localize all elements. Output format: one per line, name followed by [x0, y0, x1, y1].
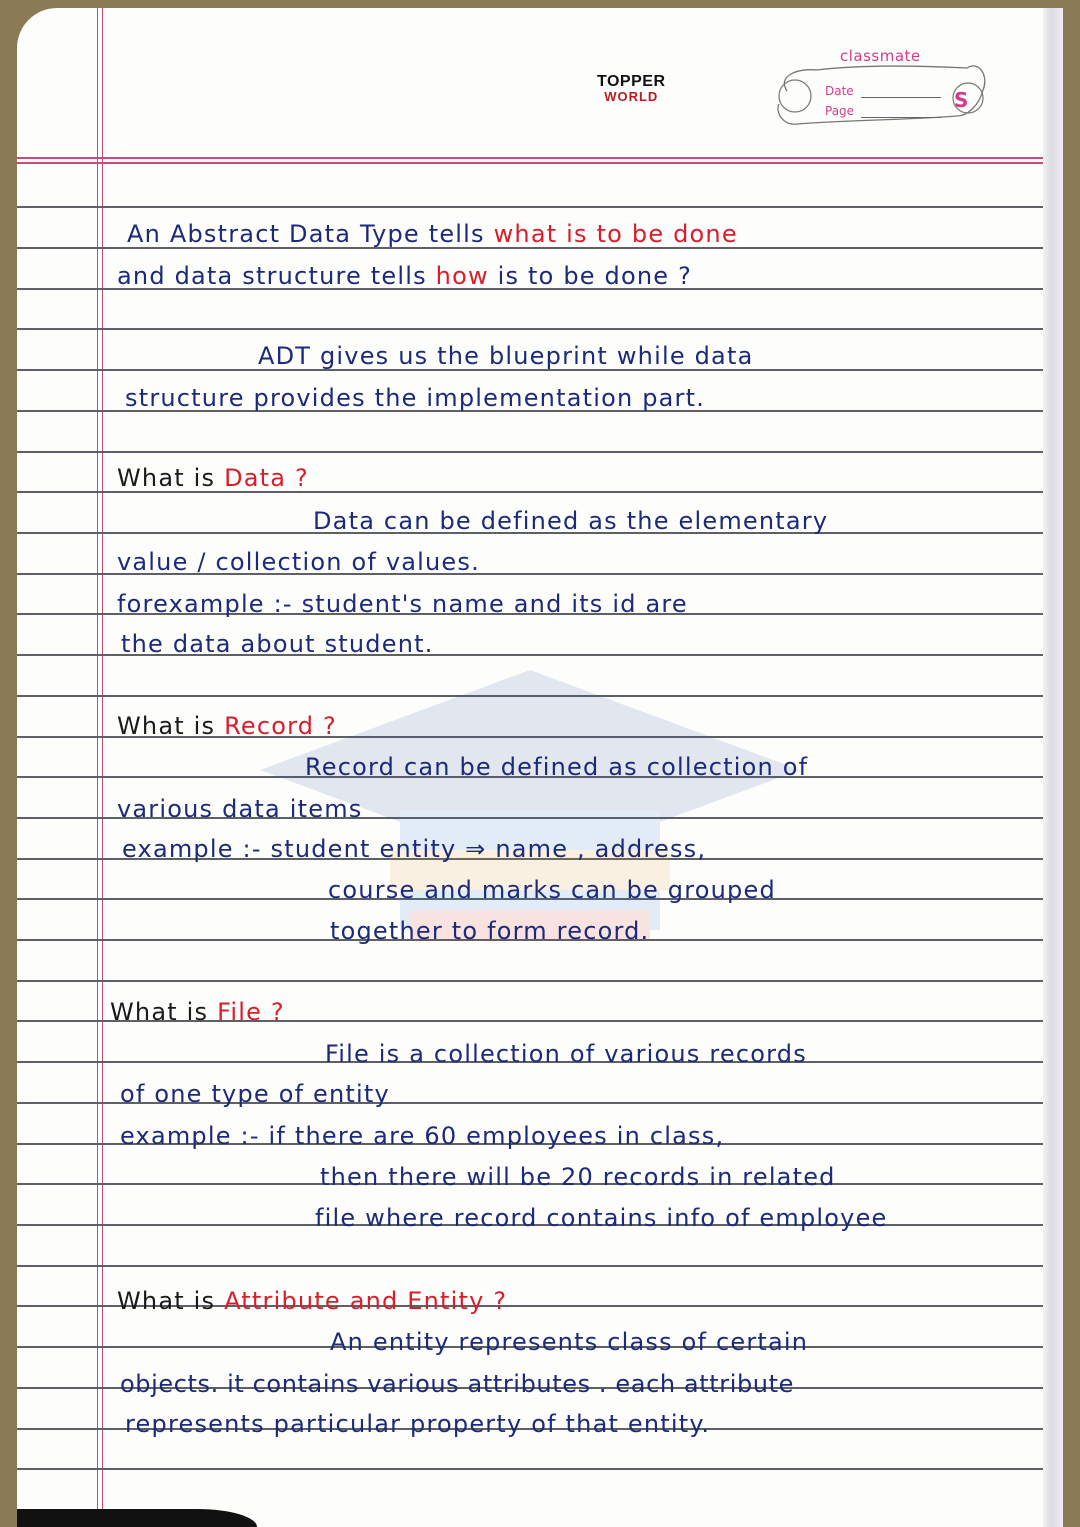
rule-line — [17, 328, 1043, 330]
rule-line — [17, 1265, 1043, 1267]
attribute-line-1: An entity represents class of certain — [330, 1328, 809, 1356]
rule-line — [17, 695, 1043, 697]
attribute-line-2: objects. it contains various attributes . each attribute — [120, 1370, 794, 1398]
rule-line — [17, 206, 1043, 208]
data-line-2: value / collection of values. — [117, 548, 480, 576]
rule-line — [17, 451, 1043, 453]
rule-line — [17, 1468, 1043, 1470]
classmate-s-logo: S — [954, 88, 969, 112]
classmate-header-box — [757, 46, 997, 136]
intro-text: and data structure tells — [117, 262, 436, 290]
record-line-4: course and marks can be grouped — [328, 876, 776, 904]
heading-term: Record ? — [224, 712, 337, 740]
intro-text: is to be done ? — [488, 262, 693, 290]
file-line-2: of one type of entity — [120, 1080, 390, 1108]
brand-line-2: WORLD — [604, 89, 659, 104]
heading-prefix: What is — [117, 464, 225, 492]
attribute-heading — [117, 1287, 507, 1315]
intro-line-2 — [117, 262, 692, 290]
margin-line-right — [102, 8, 103, 1527]
attribute-line-3: represents particular property of that entity. — [125, 1410, 711, 1438]
record-line-3: example :- student entity ⇒ name , address, — [122, 835, 707, 863]
highlight-what: what is to be done — [493, 220, 738, 248]
intro-text: An Abstract Data Type tells — [127, 220, 494, 248]
heading-term: File ? — [217, 998, 285, 1026]
rule-line — [17, 980, 1043, 982]
data-heading — [117, 464, 309, 492]
heading-prefix: What is — [117, 1287, 225, 1315]
file-line-4: then there will be 20 records in related — [320, 1163, 836, 1191]
brand-line-1: TOPPER — [597, 73, 666, 90]
page-label: Page — [825, 104, 855, 118]
record-heading — [117, 712, 337, 740]
page-binding-edge — [1043, 8, 1063, 1527]
heading-prefix: What is — [117, 712, 225, 740]
data-line-4: the data about student. — [121, 630, 434, 658]
margin-line-left — [97, 8, 98, 1527]
record-line-2: various data items — [117, 795, 363, 823]
date-blank — [861, 97, 941, 98]
highlight-how: how — [435, 262, 489, 290]
header-line-bottom — [17, 162, 1043, 164]
file-line-3: example :- if there are 60 employees in class, — [120, 1122, 725, 1150]
heading-prefix: What is — [110, 998, 218, 1026]
page-blank — [861, 117, 941, 118]
heading-term: Attribute and Entity ? — [224, 1287, 508, 1315]
file-line-1: File is a collection of various records — [325, 1040, 807, 1068]
file-heading — [110, 998, 285, 1026]
data-line-3: forexample :- student's name and its id are — [117, 590, 688, 618]
intro-line-4: structure provides the implementation part. — [125, 384, 706, 412]
date-label: Date — [825, 84, 854, 98]
intro-line-3: ADT gives us the blueprint while data — [258, 342, 754, 370]
classmate-brand: classmate — [840, 47, 921, 65]
intro-line-1 — [127, 220, 738, 248]
file-line-5: file where record contains info of employee — [315, 1204, 888, 1232]
heading-term: Data ? — [224, 464, 309, 492]
page-bottom-shadow — [17, 1509, 257, 1527]
topper-world-logo — [597, 74, 666, 103]
header-line-top — [17, 157, 1043, 159]
data-line-1: Data can be defined as the elementary — [313, 507, 829, 535]
record-line-1: Record can be defined as collection of — [305, 753, 809, 781]
record-line-5: together to form record. — [330, 917, 650, 945]
